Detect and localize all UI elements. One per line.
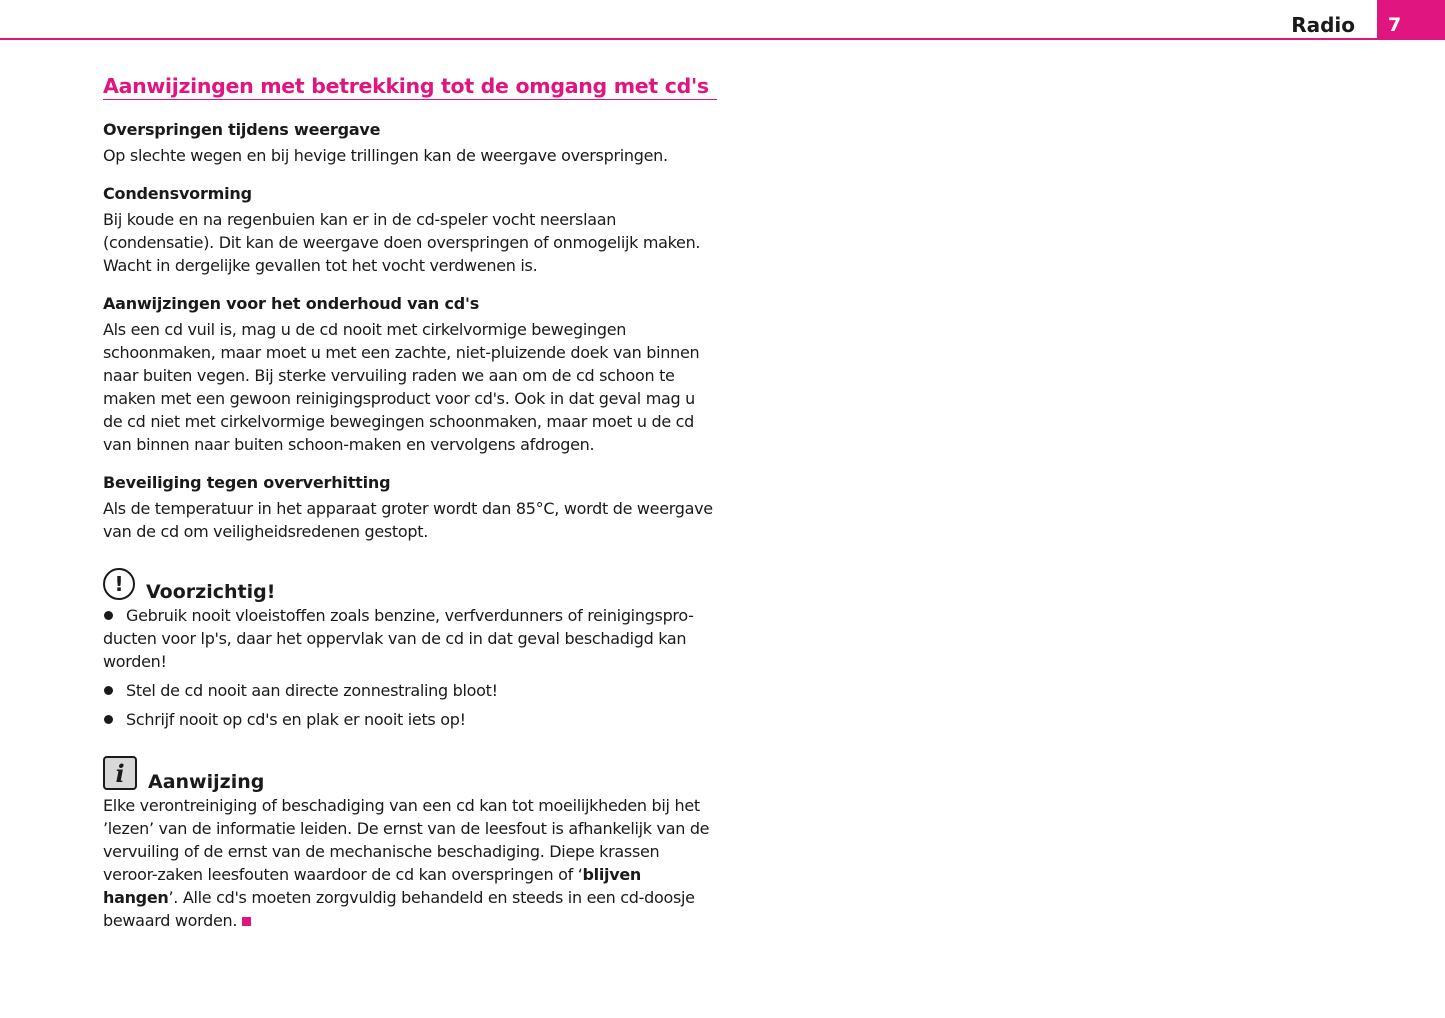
header-title: Radio <box>1291 13 1355 37</box>
subsection-text: Als de temperatuur in het apparaat groter wordt dan 85°C, wordt de weergave van de cd om veiligheidsredenen gestopt. <box>103 499 713 541</box>
header-rule <box>0 38 1445 40</box>
subsection <box>103 120 717 167</box>
subsection-heading: Beveiliging tegen oververhitting <box>103 473 391 492</box>
list-item: Schrijf nooit op cd's en plak er nooit iets op! <box>103 708 717 731</box>
caution-box <box>103 568 717 731</box>
caution-title: Voorzichtig! <box>146 581 276 603</box>
exclamation-circle-icon: ! <box>103 568 135 600</box>
page-number: 7 <box>1377 0 1445 40</box>
bullet-icon <box>104 715 113 724</box>
subsection-heading: Aanwijzingen voor het onderhoud van cd's <box>103 294 480 313</box>
end-of-section-icon <box>242 917 251 926</box>
note-text: Elke verontreiniging of beschadiging van een cd kan tot moeilijkheden bij het ’lezen’ van de informatie leiden. De ernst van de leesfout is afhankelijk van de vervuiling of de ernst van de mechanische beschadiging. Diepe krassen veroor-zaken leesfouten waardoor de cd kan overspringen of ‘blijven hangen’. Alle cd's moeten zorgvuldig behandeld en steeds in een cd-doosje bewaard worden. <box>103 796 710 930</box>
section-title: Aanwijzingen met betrekking tot de omgang met cd's <box>103 74 717 100</box>
subsection <box>103 473 717 543</box>
subsection-text: Bij koude en na regenbuien kan er in de cd-speler vocht neerslaan (condensatie). Dit kan de weergave doen overspringen of onmogelijk maken. Wacht in dergelijke gevallen tot het vocht verdwenen is. <box>103 210 701 275</box>
note-box <box>103 756 717 932</box>
subsection <box>103 294 717 456</box>
subsection-heading: Condensvorming <box>103 184 252 203</box>
info-icon: i <box>103 756 137 790</box>
note-header <box>103 756 717 793</box>
bullet-icon <box>104 611 113 620</box>
subsection <box>103 184 717 277</box>
bullet-icon <box>104 686 113 695</box>
subsection-text: Als een cd vuil is, mag u de cd nooit met cirkelvormige bewegingen schoonmaken, maar moet u met een zachte, niet-pluizende doek van binnen naar buiten vegen. Bij sterke vervuiling raden we aan om de cd schoon te maken met een gewoon reinigingsproduct voor cd's. Ook in dat geval mag u de cd niet met cirkelvormige bewegingen schoonmaken, maar moet u de cd van binnen naar buiten schoon-maken en vervolgens afdrogen. <box>103 320 700 454</box>
caution-list <box>103 604 717 731</box>
list-item: Stel de cd nooit aan directe zonnestraling bloot! <box>103 679 717 702</box>
subsection-text: Op slechte wegen en bij hevige trillingen kan de weergave overspringen. <box>103 146 668 165</box>
content-column <box>103 74 717 932</box>
list-item: Gebruik nooit vloeistoffen zoals benzine, verfverdunners of reinigingspro-ducten voor lp's, daar het oppervlak van de cd in dat geval beschadigd kan worden! <box>103 606 694 671</box>
note-title: Aanwijzing <box>148 771 265 793</box>
caution-header <box>103 568 717 603</box>
subsection-heading: Overspringen tijdens weergave <box>103 120 381 139</box>
